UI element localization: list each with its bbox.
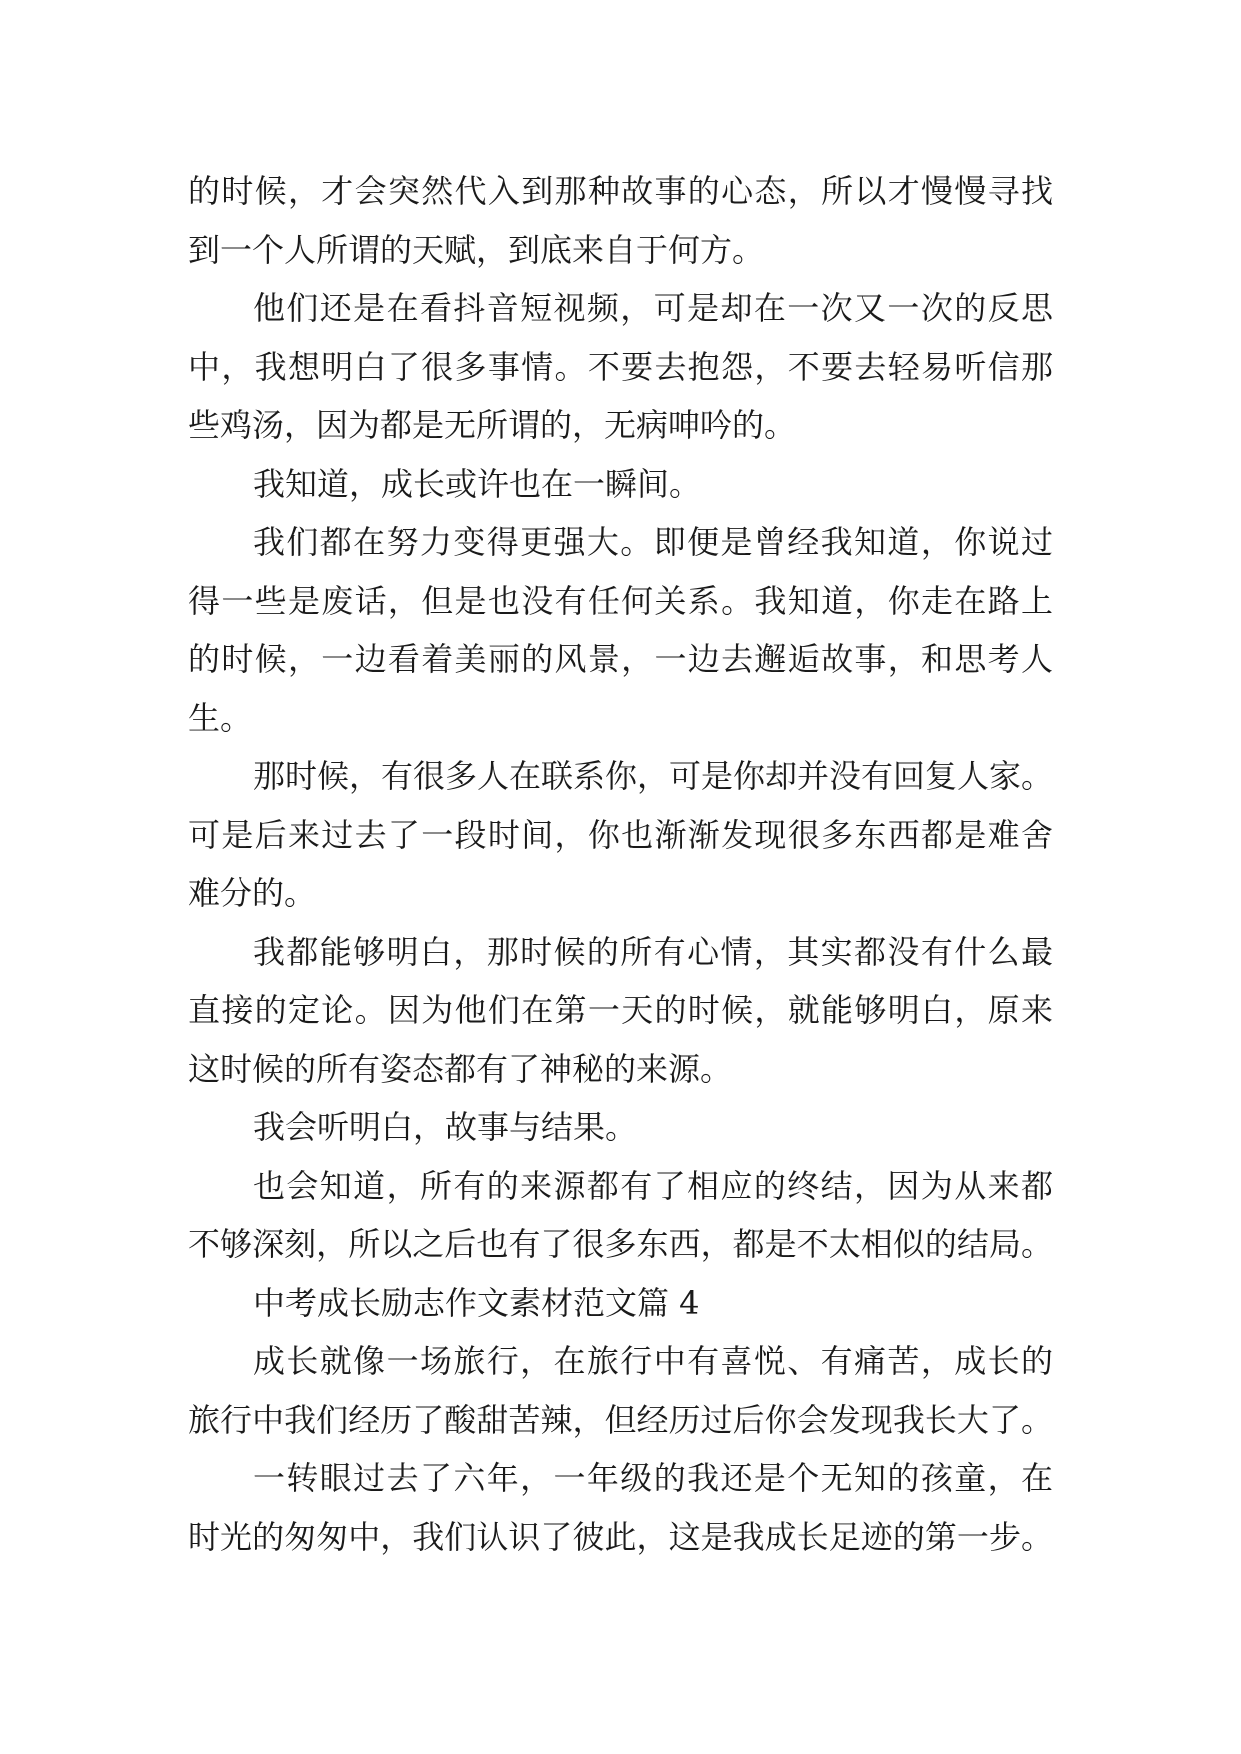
text-line: 难分的。 — [188, 874, 317, 912]
text-line: 得一些是废话，但是也没有任何关系。我知道，你走在路上 — [188, 581, 1053, 620]
paragraph-start-line: 我都能够明白，那时候的所有心情，其实都没有什么最 — [253, 932, 1053, 971]
text-line: 时光的匆匆中，我们认识了彼此，这是我成长足迹的第一步。 — [188, 1517, 1053, 1556]
paragraph-start-line: 一转眼过去了六年，一年级的我还是个无知的孩童，在 — [253, 1459, 1053, 1497]
document-body — [188, 162, 1053, 1566]
text-line: 些鸡汤，因为都是无所谓的，无病呻吟的。 — [188, 406, 797, 444]
paragraph-start-line: 我知道，成长或许也在一瞬间。 — [253, 464, 702, 503]
text-line: 不够深刻，所以之后也有了很多东西，都是不太相似的结局。 — [188, 1225, 1053, 1263]
text-line: 的时候，才会突然代入到那种故事的心态，所以才慢慢寻找 — [188, 172, 1053, 210]
paragraph-start-line: 也会知道，所有的来源都有了相应的终结，因为从来都 — [253, 1166, 1053, 1205]
text-line: 到一个人所谓的天赋，到底来自于何方。 — [188, 230, 765, 269]
paragraph-start-line: 那时候，有很多人在联系你，可是你却并没有回复人家。 — [253, 757, 1054, 795]
text-line: 中，我想明白了很多事情。不要去抱怨，不要去轻易听信那 — [188, 347, 1053, 386]
paragraph-start-line: 他们还是在看抖音短视频，可是却在一次又一次的反思 — [253, 289, 1053, 327]
text-line: 的时候，一边看着美丽的风景，一边去邂逅故事，和思考人 — [188, 640, 1053, 678]
text-line: 生。 — [188, 698, 253, 737]
text-line: 这时候的所有姿态都有了神秘的来源。 — [188, 1049, 733, 1088]
text-line: 可是后来过去了一段时间，你也渐渐发现很多东西都是难舍 — [188, 815, 1053, 854]
text-line: 旅行中我们经历了酸甜苦辣，但经历过后你会发现我长大了。 — [188, 1400, 1053, 1439]
section-heading: 中考成长励志作文素材范文篇 4 — [253, 1283, 700, 1322]
paragraph-start-line: 我会听明白，故事与结果。 — [253, 1108, 638, 1146]
paragraph-start-line: 成长就像一场旅行，在旅行中有喜悦、有痛苦，成长的 — [253, 1342, 1053, 1380]
text-line: 直接的定论。因为他们在第一天的时候，就能够明白，原来 — [188, 991, 1053, 1029]
paragraph-start-line: 我们都在努力变得更强大。即便是曾经我知道，你说过 — [253, 523, 1053, 561]
